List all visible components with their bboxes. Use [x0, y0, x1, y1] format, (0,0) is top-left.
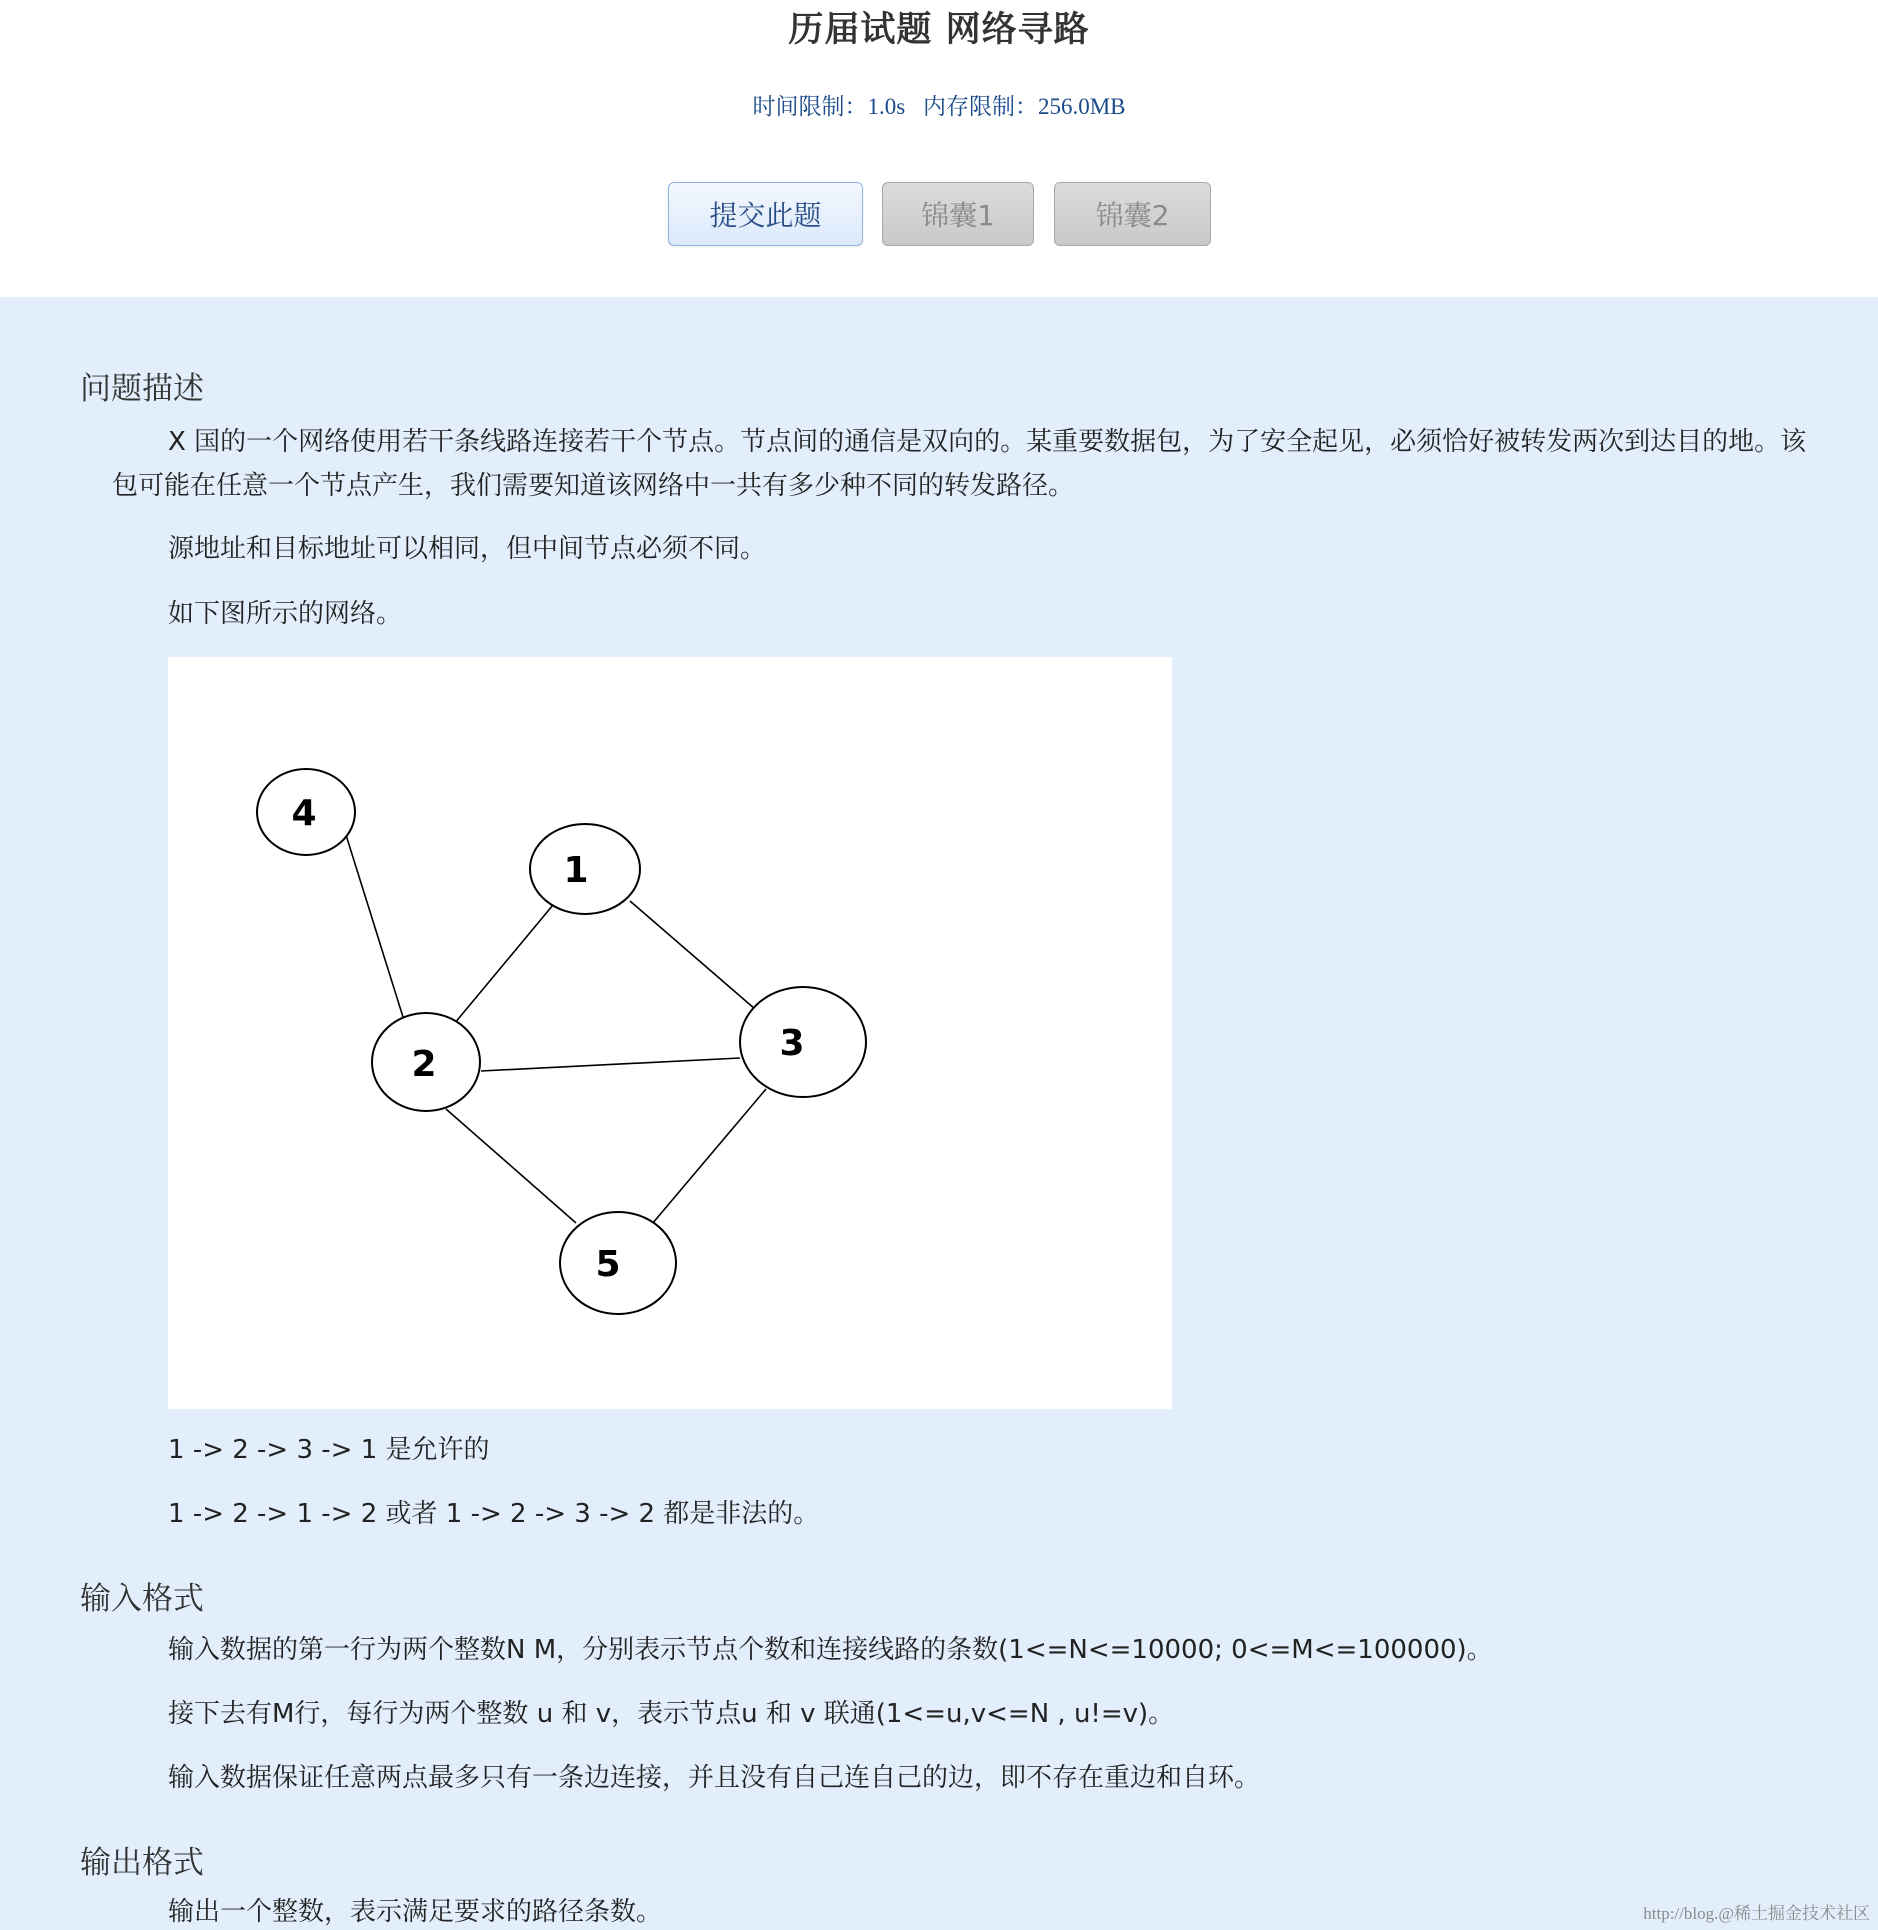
watermark: http://blog.@稀土掘金技术社区	[1643, 1904, 1870, 1923]
edge-1-2	[454, 905, 553, 1024]
edge-2-3	[481, 1058, 740, 1071]
input-paragraph-1: 输入数据的第一行为两个整数N M，分别表示节点个数和连接线路的条数(1<=N<=10000; 0<=M<=100000)。	[168, 1635, 1493, 1665]
node-4-label: 4	[291, 793, 317, 834]
input-paragraph-3: 输入数据保证任意两点最多只有一条边连接，并且没有自己连自己的边，即不存在重边和自环。	[168, 1763, 1261, 1793]
network-graph	[168, 657, 1172, 1409]
output-format-title: 输出格式	[80, 1845, 204, 1881]
input-format-title: 输入格式	[80, 1581, 204, 1617]
memory-limit: 内存限制：256.0MB	[922, 94, 1126, 119]
submit-button[interactable]: 提交此题	[668, 182, 863, 246]
tip1-button[interactable]: 锦囊1	[882, 182, 1034, 246]
example-allowed: 1 -> 2 -> 3 -> 1 是允许的	[168, 1435, 490, 1465]
description-paragraph-1: X 国的一个网络使用若干条线路连接若干个节点。节点间的通信是双向的。某重要数据包，为了安全起见，必须恰好被转发两次到达目的地。该包可能在任意一个节点产生，我们需要知道该网络中一共有多少种不同的转发路径。	[112, 427, 1807, 501]
node-3-label: 3	[779, 1023, 805, 1064]
example-illegal: 1 -> 2 -> 1 -> 2 或者 1 -> 2 -> 3 -> 2 都是非法的。	[168, 1499, 820, 1529]
node-5-label: 5	[595, 1244, 621, 1285]
page-title: 历届试题 网络寻路	[788, 10, 1090, 50]
description-title: 问题描述	[80, 371, 204, 407]
edge-2-5	[446, 1109, 576, 1223]
time-limit: 时间限制：1.0s	[752, 94, 906, 119]
node-2-label: 2	[411, 1044, 437, 1085]
description-paragraph-2: 源地址和目标地址可以相同，但中间节点必须不同。	[168, 534, 767, 564]
edge-1-3	[630, 901, 755, 1009]
edge-4-2	[346, 835, 403, 1017]
limits-bar	[0, 88, 1878, 121]
output-paragraph-1: 输出一个整数，表示满足要求的路径条数。	[168, 1897, 663, 1927]
node-1-label: 1	[563, 850, 589, 891]
page-header	[0, 0, 1878, 297]
description-paragraph-3: 如下图所示的网络。	[168, 599, 403, 629]
input-paragraph-2: 接下去有M行，每行为两个整数 u 和 v，表示节点u 和 v 联通(1<=u,v<=N , u!=v)。	[168, 1699, 1175, 1729]
edge-3-5	[652, 1089, 766, 1224]
network-diagram	[168, 657, 1172, 1409]
tip2-button[interactable]: 锦囊2	[1054, 182, 1211, 246]
